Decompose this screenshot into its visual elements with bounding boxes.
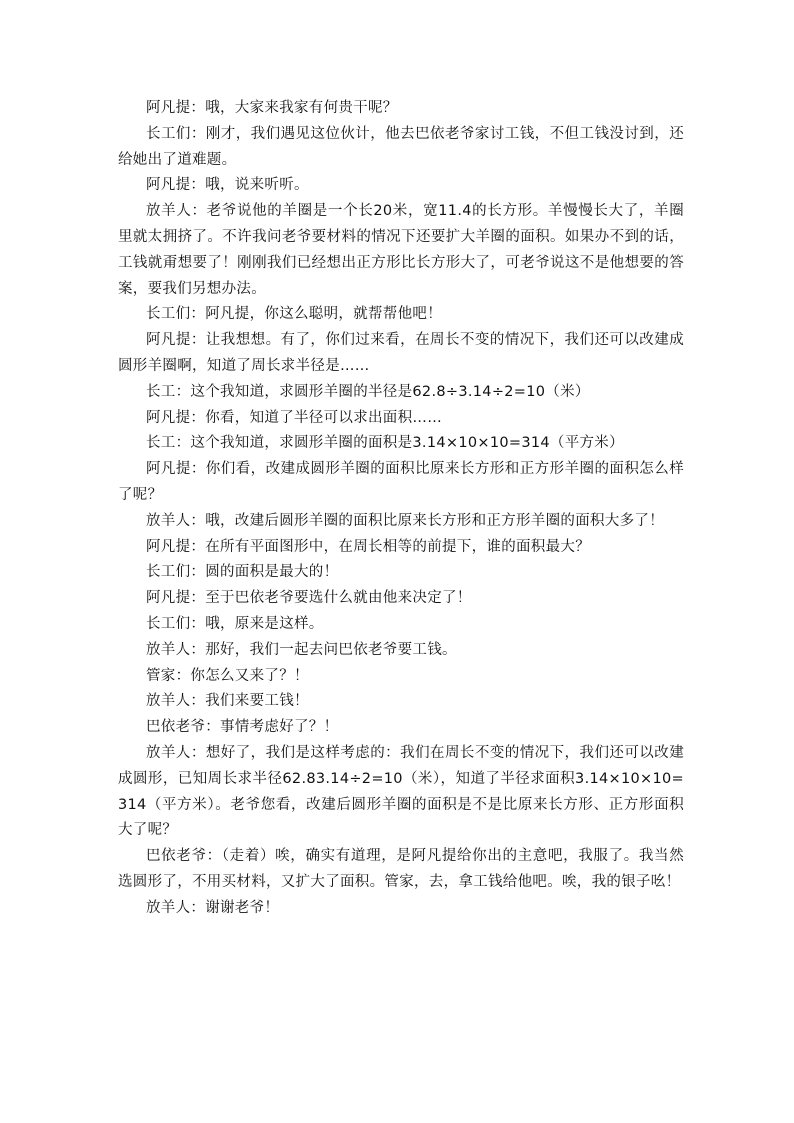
dialogue-line-1: 阿凡提：哦，大家来我家有何贵干呢？: [146, 100, 398, 116]
dialogue-line-22: 放羊人：谢谢老爷！: [146, 899, 280, 916]
dialogue-line-18: 放羊人：我们来要工钱！: [146, 693, 309, 710]
dialogue-line-4: 放羊人：老爷说他的羊圈是一个长20米，宽11.4的长方形。羊慢慢长大了，羊圈里就太拥挤了。不许我问老爷要材料的情况下还要扩大羊圈的面积。如果办不到的话，工钱就甭想要了！刚刚我们已经想出正方形比长方形大了，可老爷说这不是他想要的答案，要我们另想办法。: [118, 203, 684, 297]
dialogue-line-20: 放羊人：想好了，我们是这样考虑的：我们在周长不变的情况下，我们还可以改建成圆形，已知周长求半径62.83.14÷2=10（米），知道了半径求面积3.14×10×10=314（平方米）。老爷您看，改建后圆形羊圈的面积是不是比原来长方形、正方形面积大了呢？: [118, 744, 684, 839]
dialogue-line-13: 长工们：圆的面积是最大的！: [146, 564, 339, 581]
dialogue-line-10: 阿凡提：你们看，改建成圆形羊圈的面积比原来长方形和正方形羊圈的面积怎么样了呢？: [118, 461, 684, 503]
dialogue-line-15: 长工们：哦，原来是这样。: [146, 615, 324, 632]
dialogue-line-6: 阿凡提：让我想想。有了，你们过来看，在周长不变的情况下，我们还可以改建成圆形羊圈啊，知道了周长求半径是……: [118, 332, 684, 374]
dialogue-line-3: 阿凡提：哦，说来听听。: [146, 177, 309, 194]
dialogue-line-11: 放羊人：哦，改建后圆形羊圈的面积比原来长方形和正方形羊圈的面积大多了！: [146, 512, 664, 529]
dialogue-line-12: 阿凡提：在所有平面图形中，在周长相等的前提下，谁的面积最大？: [146, 538, 590, 555]
dialogue-line-8: 阿凡提：你看，知道了半径可以求出面积……: [146, 409, 442, 426]
dialogue-line-16: 放羊人：那好，我们一起去问巴依老爷要工钱。: [146, 641, 457, 658]
dialogue-line-14: 阿凡提：至于巴依老爷要选什么就由他来决定了！: [146, 590, 472, 607]
dialogue-line-9: 长工：这个我知道，求圆形羊圈的面积是3.14×10×10=314（平方米）: [146, 435, 624, 452]
dialogue-line-2: 长工们：刚才，我们遇见这位伙计，他去巴依老爷家讨工钱，不但工钱没讨到，还给她出了道难题。: [118, 125, 684, 168]
dialogue-line-7: 长工：这个我知道，求圆形羊圈的半径是62.8÷3.14÷2=10（米）: [146, 383, 590, 400]
dialogue-line-5: 长工们：阿凡提，你这么聪明，就帮帮他吧！: [146, 306, 442, 323]
dialogue-line-19: 巴依老爷：事情考虑好了？！: [146, 719, 339, 736]
dialogue-line-17: 管家：你怎么又来了？！: [146, 667, 309, 684]
dialogue-line-21: 巴依老爷：（走着）唉，确实有道理，是阿凡提给你出的主意吧，我服了。我当然选圆形了，不用买材料，又扩大了面积。管家，去，拿工钱给他吧。唉，我的银子吆！: [118, 848, 684, 890]
document-body: [118, 96, 684, 922]
